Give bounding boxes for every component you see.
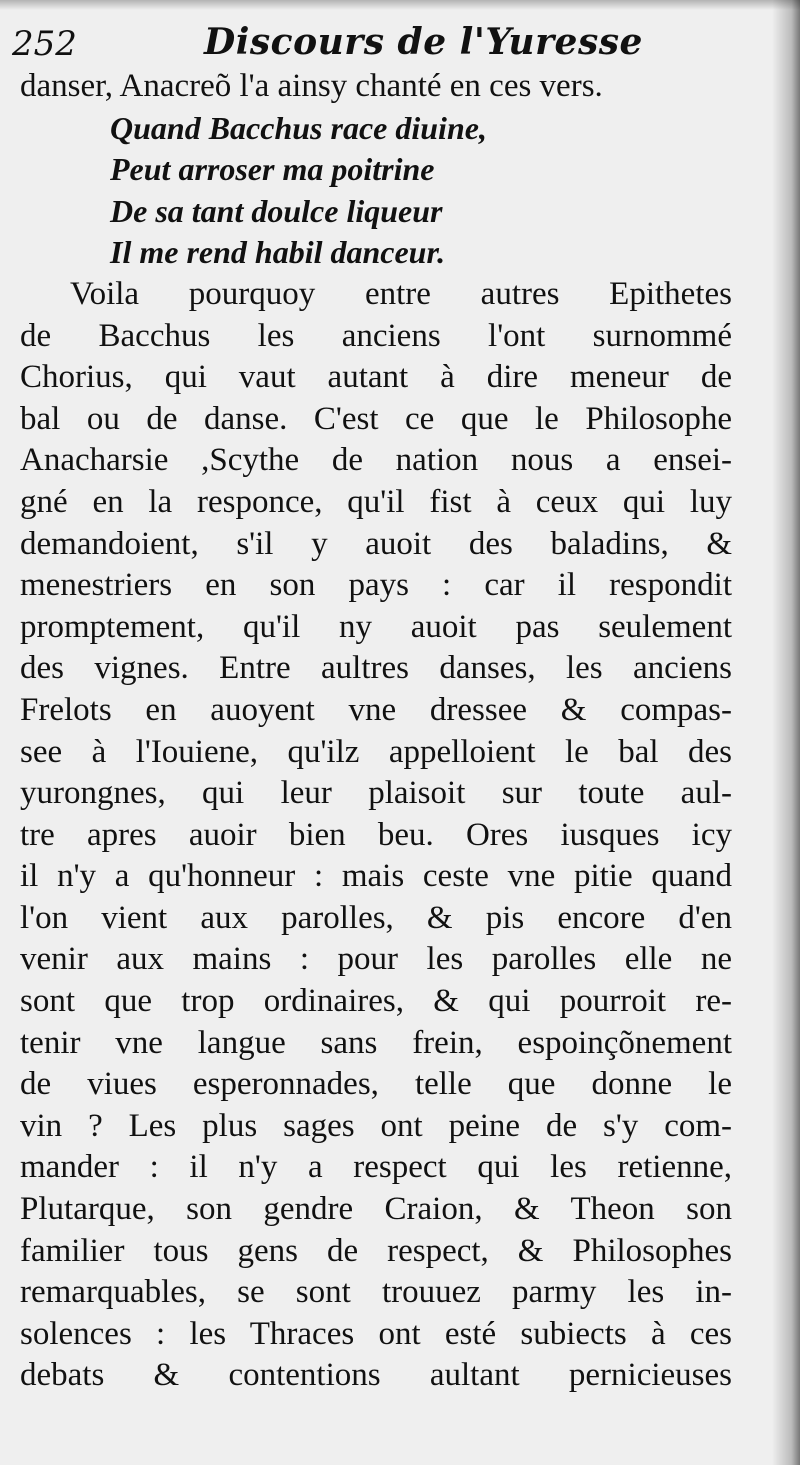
text-line: Frelots en auoyent vne dressee & compas-: [20, 691, 732, 728]
text-line: l'on vient aux parolles, & pis encore d'en: [20, 899, 732, 936]
verse-line: Quand Bacchus race diuine,: [110, 109, 487, 146]
text-line: de Bacchus les anciens l'ont surnommé: [20, 317, 732, 354]
text-line: gné en la responce, qu'il fist à ceux qui luy: [20, 483, 732, 520]
text-line: tre apres auoir bien beu. Ores iusques icy: [20, 816, 732, 853]
text-line: Voila pourquoy entre autres Epithetes: [70, 275, 732, 312]
text-line: bal ou de danse. C'est ce que le Philosophe: [20, 400, 732, 437]
verse-line: Peut arroser ma poitrine: [110, 151, 435, 188]
text-line: debats & contentions aultant pernicieuses: [20, 1357, 732, 1394]
text-line: yurongnes, qui leur plaisoit sur toute aul-: [20, 775, 732, 812]
text-line: danser, Anacreõ l'a ainsy chanté en ces vers.: [20, 68, 603, 104]
running-title: Discours de l'Yuresse: [204, 21, 643, 63]
text-line: menestriers en son pays : car il respondit: [20, 567, 732, 604]
text-line: solences : les Thraces ont esté subiects à ces: [20, 1315, 732, 1352]
text-line: demandoient, s'il y auoit des baladins, &: [20, 525, 732, 562]
text-line: de viues esperonnades, telle que donne le: [20, 1066, 732, 1103]
text-line: Chorius, qui vaut autant à dire meneur de: [20, 359, 732, 396]
verse-line: Il me rend habil danceur.: [110, 234, 446, 271]
text-line: mander : il n'y a respect qui les retienne,: [20, 1149, 732, 1186]
body-text: [20, 66, 732, 1397]
text-line: familier tous gens de respect, & Philosophes: [20, 1232, 732, 1269]
page-gutter-shadow: [772, 0, 800, 1465]
text-line: see à l'Iouiene, qu'ilz appelloient le bal des: [20, 733, 732, 770]
text-line: des vignes. Entre aultres danses, les anciens: [20, 650, 732, 687]
text-line: promptement, qu'il ny auoit pas seulement: [20, 608, 732, 645]
text-line: sont que trop ordinaires, & qui pourroit re-: [20, 983, 732, 1020]
verse-line: De sa tant doulce liqueur: [110, 192, 443, 229]
text-line: il n'y a qu'honneur : mais ceste vne pitie quand: [20, 858, 732, 895]
text-line: venir aux mains : pour les parolles elle ne: [20, 941, 732, 978]
verse-block: [20, 108, 732, 274]
page-top-shadow: [0, 0, 800, 10]
text-line: tenir vne langue sans frein, espoinçõnement: [20, 1024, 732, 1061]
page-header: [12, 18, 752, 68]
paragraph: [20, 274, 732, 1397]
text-line: Anacharsie ,Scythe de nation nous a ensei-: [20, 442, 732, 479]
text-line: remarquables, se sont trouuez parmy les in-: [20, 1274, 732, 1311]
text-line: vin ? Les plus sages ont peine de s'y com-: [20, 1107, 732, 1144]
page-number: 252: [12, 24, 77, 64]
text-line: Plutarque, son gendre Craion, & Theon son: [20, 1191, 732, 1228]
